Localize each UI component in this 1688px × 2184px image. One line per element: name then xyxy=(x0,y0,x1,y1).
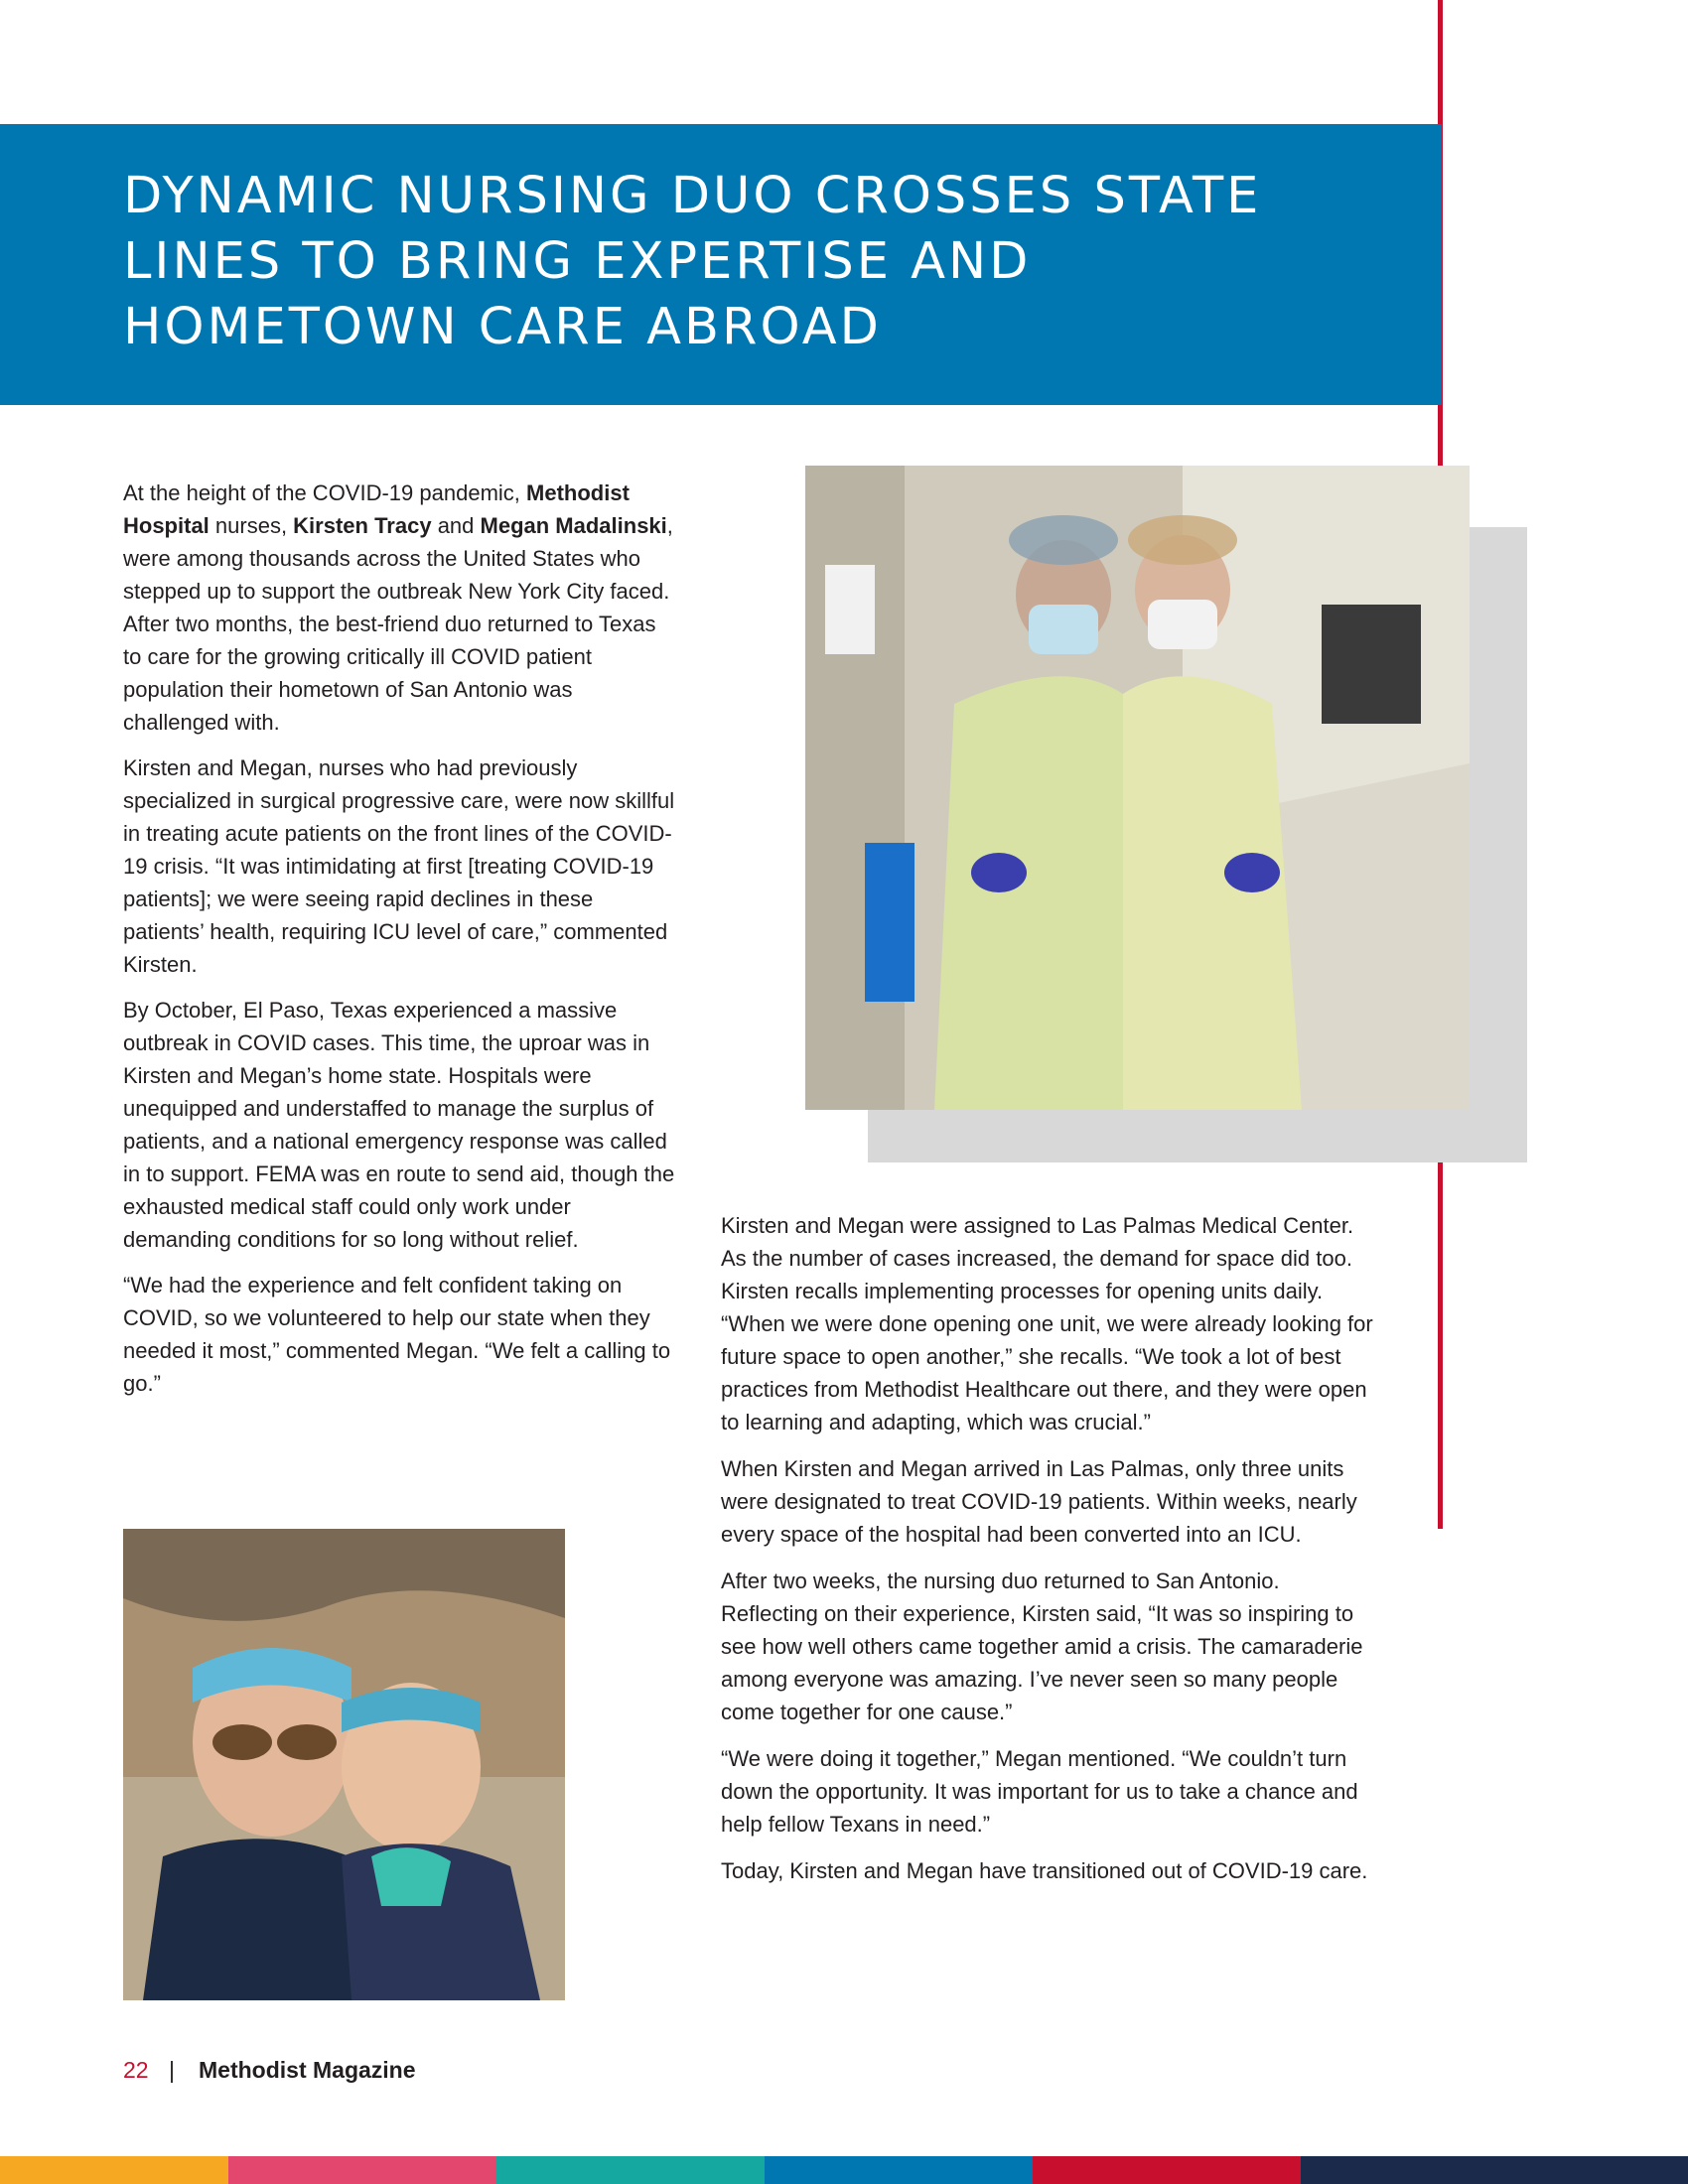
paragraph: After two weeks, the nursing duo returned to San Antonio. Reflecting on their experience, Kirsten said, “It was so inspiring to see how well others came together amid a crisis. The camaraderie among everyone was amazing. I’ve never seen so many people come together for one cause.” xyxy=(721,1569,1363,1724)
nurses-in-ppe-photo xyxy=(805,466,1470,1110)
page-number: 22 xyxy=(123,2057,149,2083)
bold-name: Megan Madalinski xyxy=(480,513,667,538)
color-strip-segment xyxy=(1033,2156,1301,2184)
color-strip-segment xyxy=(765,2156,1033,2184)
bold-name: Methodist Hospital xyxy=(123,480,630,538)
paragraph: “We had the experience and felt confident taking on COVID, so we volunteered to help our state when they needed it most,” commented Megan. “We felt a calling to go.” xyxy=(123,1273,671,1396)
paragraph: Today, Kirsten and Megan have transitioned out of COVID-19 care. xyxy=(721,1858,1368,1883)
paragraph: “We were doing it together,” Megan mentioned. “We couldn’t turn down the opportunity. It was important for us to take a chance and help fellow Texans in need.” xyxy=(721,1746,1358,1837)
hallway-illustration xyxy=(805,466,1470,1110)
paragraph: Kirsten and Megan were assigned to Las Palmas Medical Center. As the number of cases increased, the demand for space did too. Kirsten recalls implementing processes for opening units daily. “When we were done opening one unit, we were already looking for future space to open another,” she recalls. “We took a lot of best practices from Methodist Healthcare out there, and they were open to learning and adapting, which was crucial.” xyxy=(721,1213,1373,1434)
paragraph: Kirsten and Megan, nurses who had previously specialized in surgical progressive care, were now skillful in treating acute patients on the front lines of the COVID-19 crisis. “It was intimidating at first [treating COVID-19 patients]; we were seeing rapid declines in these patients’ health, requiring ICU level of care,” commented Kirsten. xyxy=(123,755,675,977)
magazine-name: Methodist Magazine xyxy=(199,2057,416,2083)
paragraph: At the height of the COVID-19 pandemic, Methodist Hospital nurses, Kirsten Tracy and Megan Madalinski, were among thousands across the United States who stepped up to support the outbreak New York City faced. After two months, the best-friend duo returned to Texas to care for the growing critically ill COVID patient population their hometown of San Antonio was challenged with. xyxy=(123,480,673,735)
color-strip-segment xyxy=(496,2156,765,2184)
article-left-column xyxy=(123,477,679,1413)
page-title: DYNAMIC NURSING DUO CROSSES STATE LINES TO BRING EXPERTISE AND HOMETOWN CARE ABROAD xyxy=(123,167,1262,356)
color-strip-segment xyxy=(0,2156,228,2184)
bold-name: Kirsten Tracy xyxy=(293,513,432,538)
mountain-selfie-illustration xyxy=(123,1529,565,2000)
paragraph: When Kirsten and Megan arrived in Las Palmas, only three units were designated to treat COVID-19 patients. Within weeks, nearly every space of the hospital had been converted into an ICU. xyxy=(721,1456,1357,1547)
color-strip-segment xyxy=(1301,2156,1688,2184)
paragraph: By October, El Paso, Texas experienced a massive outbreak in COVID cases. This time, the uproar was in Kirsten and Megan’s home state. Hospitals were unequipped and understaffed to manage the surplus of patients, and a national emergency response was called in to support. FEMA was en route to send aid, though the exhausted medical staff could only work under demanding conditions for so long without relief. xyxy=(123,998,675,1252)
footer-separator: | xyxy=(169,2057,175,2083)
article-right-column xyxy=(721,1209,1376,1901)
color-strip-segment xyxy=(228,2156,496,2184)
selfie-photo xyxy=(123,1529,565,2000)
